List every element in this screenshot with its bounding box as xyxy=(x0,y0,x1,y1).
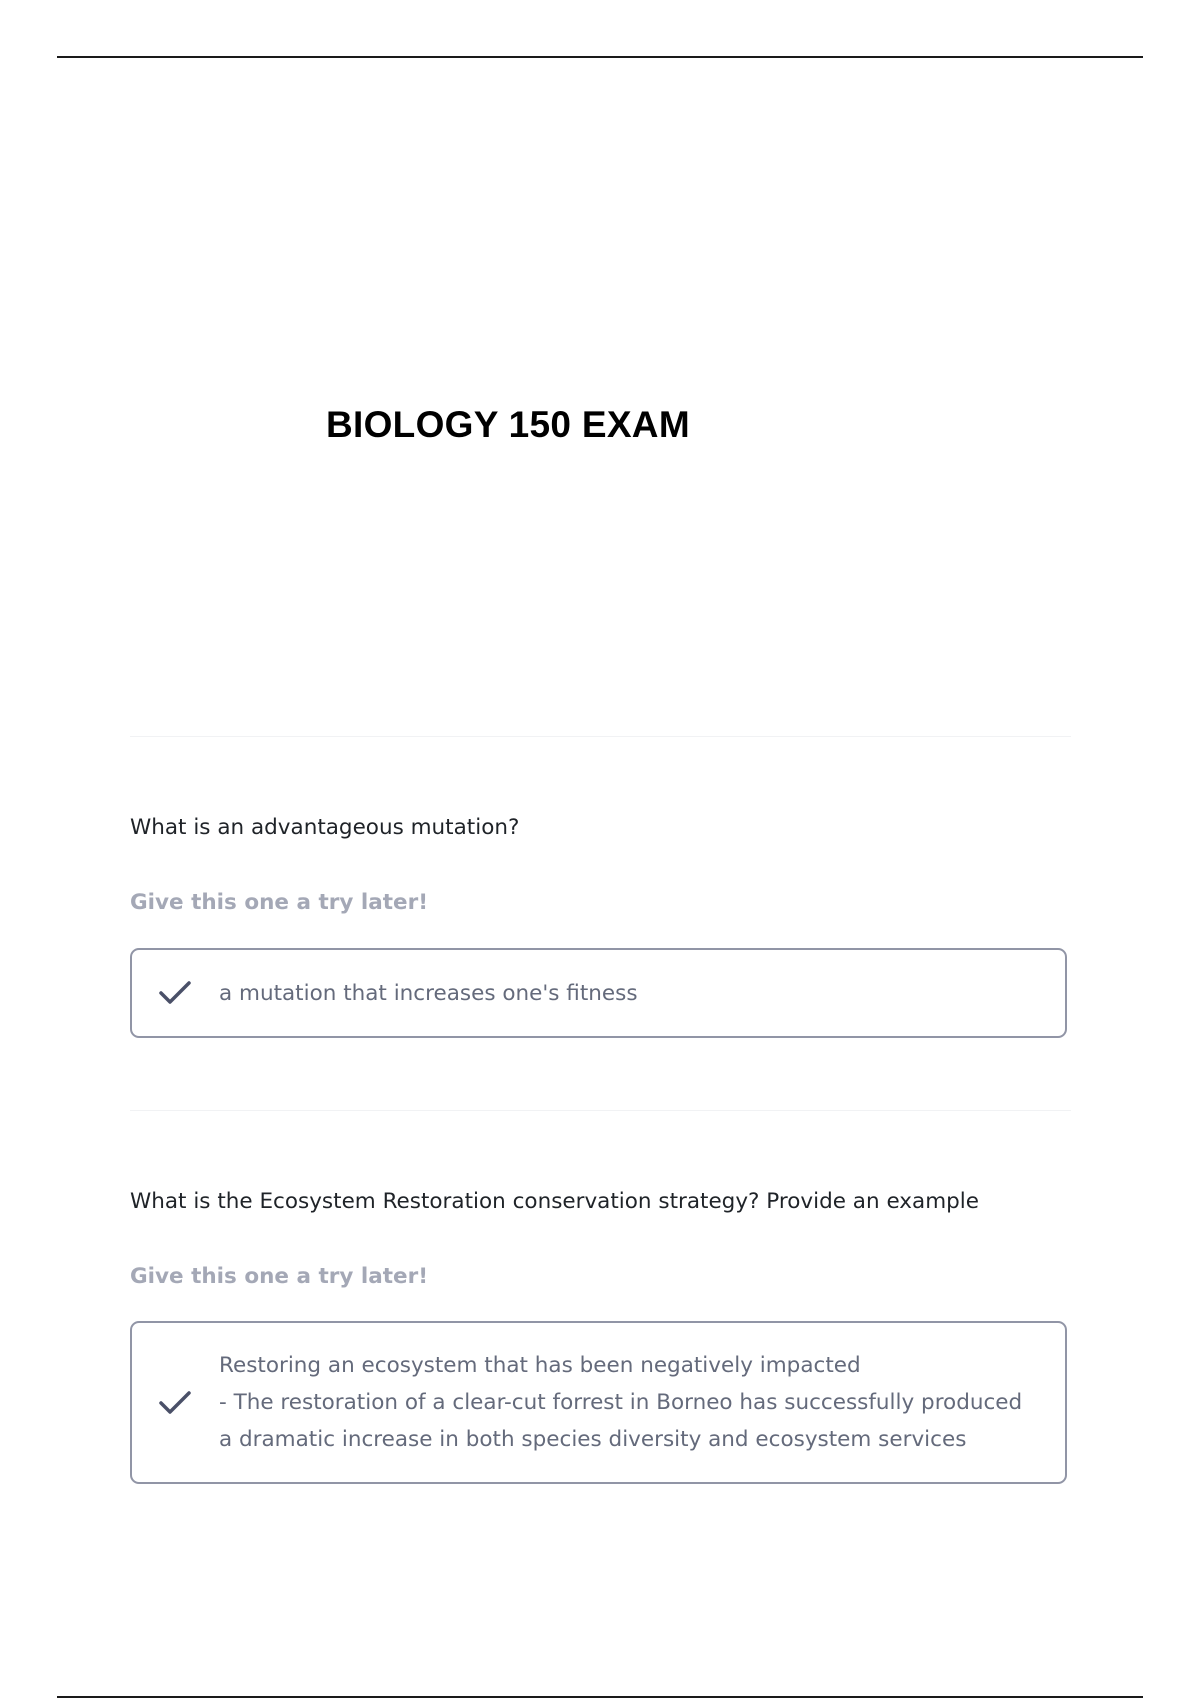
page-title: BIOLOGY 150 EXAM xyxy=(326,404,690,445)
section-divider xyxy=(130,1110,1071,1111)
checkmark-icon xyxy=(158,1389,192,1417)
answer-box[interactable] xyxy=(130,948,1067,1038)
checkmark-icon xyxy=(158,979,192,1007)
answer-box[interactable] xyxy=(130,1321,1067,1484)
question-text: What is an advantageous mutation? xyxy=(130,815,520,840)
bottom-rule xyxy=(57,1696,1143,1698)
try-later-hint[interactable]: Give this one a try later! xyxy=(130,890,428,915)
answer-text: a mutation that increases one's fitness xyxy=(219,981,638,1006)
top-rule xyxy=(57,56,1143,58)
answer-text: Restoring an ecosystem that has been negatively impacted - The restoration of a clear-cut forrest in Borneo has successfully produced a dramatic increase in both species diversity and ecosystem services xyxy=(219,1353,1023,1452)
section-divider xyxy=(130,736,1071,737)
try-later-hint[interactable]: Give this one a try later! xyxy=(130,1264,428,1289)
question-text: What is the Ecosystem Restoration conservation strategy? Provide an example xyxy=(130,1189,979,1214)
